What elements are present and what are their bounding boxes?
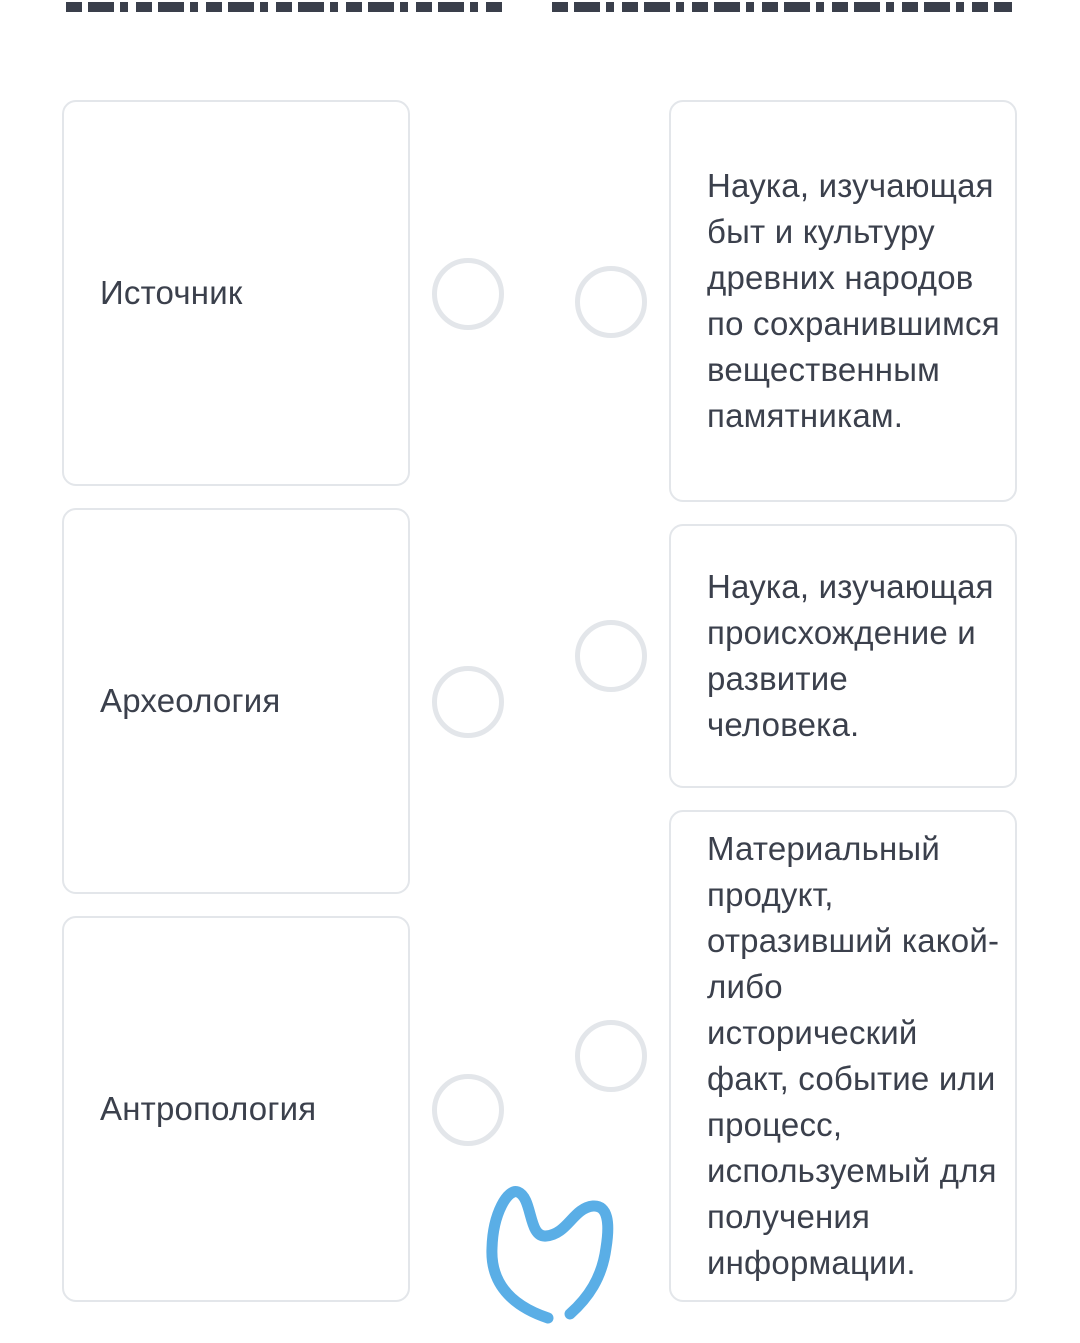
header-text-left-cut xyxy=(66,2,506,12)
definition-card-anthropology[interactable] xyxy=(669,524,1017,788)
definition-label: Наука, изучающая быт и культуру древних народов по сохранившимся вещественным памятникам. xyxy=(707,167,1000,434)
left-match-connector-1[interactable] xyxy=(432,258,504,330)
handdrawn-scribble-mark xyxy=(478,1178,628,1328)
term-label: Источник xyxy=(100,274,243,311)
term-label: Археология xyxy=(100,682,281,719)
term-label: Антропология xyxy=(100,1090,317,1127)
definition-label: Материальный продукт, отразивший какой-либо исторический факт, событие или процесс, используемый для получения информации. xyxy=(707,830,1000,1281)
definition-card-archaeology[interactable] xyxy=(669,100,1017,502)
header-text-right-cut xyxy=(552,2,1012,12)
term-card-archaeology[interactable] xyxy=(62,508,410,894)
right-match-connector-3[interactable] xyxy=(575,1020,647,1092)
term-card-source[interactable] xyxy=(62,100,410,486)
definition-label: Наука, изучающая происхождение и развитие человека. xyxy=(707,568,994,743)
definition-card-source[interactable] xyxy=(669,810,1017,1302)
left-match-connector-3[interactable] xyxy=(432,1074,504,1146)
truncated-header xyxy=(60,0,1020,16)
left-match-connector-2[interactable] xyxy=(432,666,504,738)
right-match-connector-1[interactable] xyxy=(575,266,647,338)
term-card-anthropology[interactable] xyxy=(62,916,410,1302)
right-match-connector-2[interactable] xyxy=(575,620,647,692)
